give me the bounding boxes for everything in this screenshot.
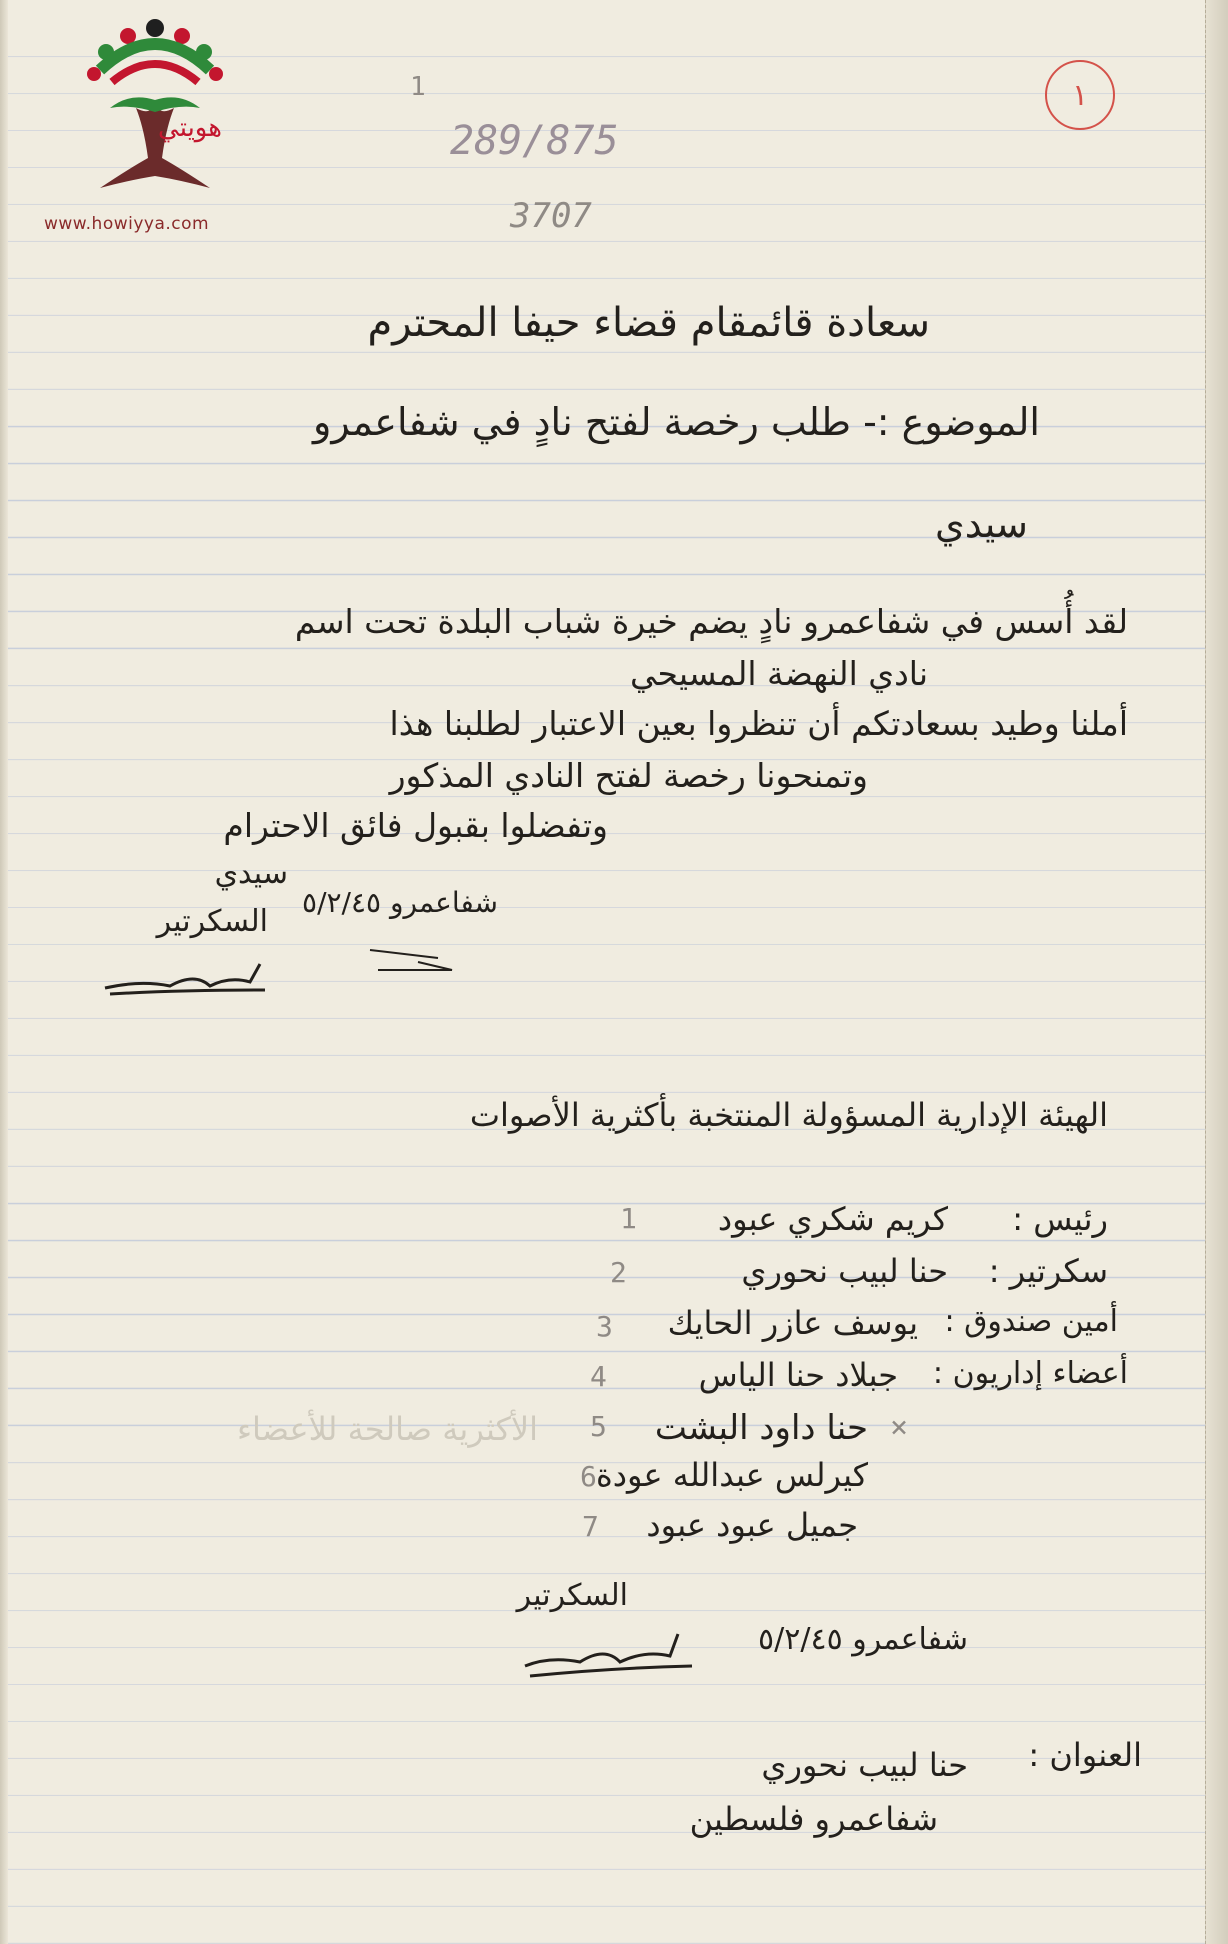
member-number: 3: [596, 1310, 613, 1343]
member-role: سكرتير :: [988, 1252, 1108, 1290]
member-number: 2: [610, 1256, 627, 1289]
letter-body-line: نادي النهضة المسيحي: [630, 654, 928, 693]
archive-mark-top: 1: [410, 72, 426, 102]
member-name: جبلاد حنا الياس: [698, 1356, 898, 1394]
faded-note: الأكثرية صالحة للأعضاء: [236, 1410, 538, 1448]
letter-body-line: وتمنحونا رخصة لفتح النادي المذكور: [389, 756, 868, 795]
people-circle-icon: [87, 19, 223, 82]
archive-number: 3707: [510, 196, 592, 236]
folio-number-circle: ١: [1045, 60, 1115, 130]
logo-brand-text: هويتي: [158, 113, 222, 143]
committee-place-date: شفاعمرو ٥/٢/٤٥: [758, 1622, 968, 1657]
logo-url: www.howiyya.com: [44, 214, 210, 234]
archive-reference: 289/875: [450, 118, 619, 164]
member-name: جميل عبود عبود: [646, 1506, 858, 1544]
member-number: 6: [580, 1460, 597, 1493]
howiyya-logo: [40, 8, 270, 238]
address-label: العنوان :: [1028, 1736, 1142, 1774]
letter-salutation: سيدي: [935, 502, 1028, 546]
committee-heading: الهيئة الإدارية المسؤولة المنتخبة بأكثرية الأصوات: [469, 1096, 1108, 1134]
address-place: شفاعمرو فلسطين: [689, 1800, 938, 1838]
member-name: حنا داود البشت: [654, 1408, 868, 1448]
address-name: حنا لبيب نحوري: [761, 1746, 968, 1784]
letter-body-line: وتفضلوا بقبول فائق الاحترام: [223, 806, 608, 845]
letter-subject: الموضوع :- طلب رخصة لفتح نادٍ في شفاعمرو: [313, 400, 1040, 444]
letter-signatory-label: السكرتير: [156, 904, 268, 939]
member-role: أمين صندوق :: [944, 1304, 1118, 1339]
member-number: 1: [620, 1202, 637, 1235]
letter-closing: سيدي: [214, 856, 288, 891]
letter-signature: [100, 950, 270, 1000]
member-name: كيرلس عبدالله عودة: [595, 1456, 868, 1494]
letter-addressee: سعادة قائمقام قضاء حيفا المحترم: [367, 300, 930, 346]
letter-place-date: شفاعمرو ٥/٢/٤٥: [302, 886, 498, 919]
letter-body-line: لقد أُسس في شفاعمرو نادٍ يضم خيرة شباب البلدة تحت اسم: [294, 602, 1128, 641]
member-name: يوسف عازر الحايك: [667, 1304, 918, 1342]
member-role: أعضاء إداريون :: [932, 1356, 1128, 1391]
committee-signature: [520, 1622, 700, 1682]
member-name: حنا لبيب نحوري: [741, 1252, 948, 1290]
committee-signatory-label: السكرتير: [516, 1578, 628, 1613]
paper-right-edge: [1205, 0, 1228, 1944]
cross-mark-icon: ×: [890, 1410, 909, 1445]
paper-left-edge: [0, 0, 8, 1944]
member-number: 7: [582, 1510, 599, 1543]
letter-body-line: أملنا وطيد بسعادتكم أن تنظروا بعين الاعتبار لطلبنا هذا: [389, 704, 1128, 743]
letter-date-underline: [368, 940, 458, 980]
member-number: 5: [590, 1410, 607, 1443]
member-number: 4: [590, 1360, 607, 1393]
member-name: كريم شكري عبود: [717, 1200, 948, 1238]
member-role: رئيس :: [1012, 1200, 1108, 1238]
